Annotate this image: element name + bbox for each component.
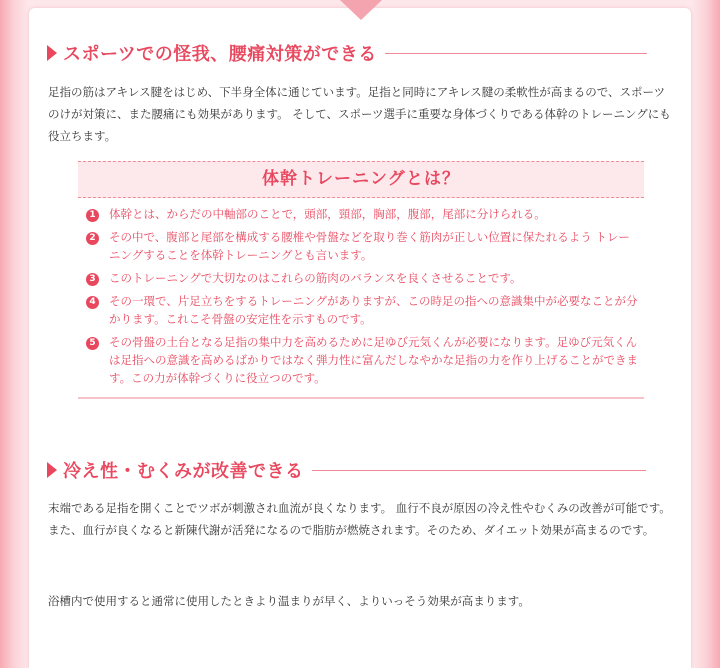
number-badge-icon: 2 [86, 232, 99, 245]
list-item [86, 269, 642, 287]
section-heading-sports [47, 39, 647, 67]
section-title: スポーツでの怪我、腰痛対策ができる [63, 44, 377, 65]
top-notch-pointer [340, 0, 382, 20]
list-item [86, 228, 642, 264]
section-paragraph: 足指の筋はアキレス腱をはじめ、下半身全体に通じています。足指と同時にアキレス腱の柔軟性が高まるので、スポーツのけが対策に、また腰痛にも効果があります。 そして、スポーツ選手に重要な身体づくりである体幹のトレーニングにも役立ちます。 [48, 85, 671, 143]
point-text: その骨盤の土台となる足指の集中力を高めるために足ゆび元気くんが必要になります。足ゆび元気くんは足指への意識を高めるばかりではなく弾力性に富んだしなやかな足指の力を作り上げることができます。この力が体幹づくりに役立つのです。 [109, 335, 638, 385]
list-item [86, 333, 642, 387]
box-title: 体幹トレーニングとは？ [78, 161, 644, 198]
heading-rule [312, 470, 646, 471]
point-text: その中で、腹部と尾部を構成する腰椎や骨盤などを取り巻く筋肉が正しい位置に保たれるよう トレーニングすることを体幹トレーニングとも言います。 [109, 230, 630, 262]
core-training-box [78, 161, 644, 399]
section-paragraph: 浴槽内で使用すると通常に使用したときより温まりが早く、よりいっそう効果が高まります。 [48, 594, 530, 608]
number-badge-icon: 1 [86, 209, 99, 222]
point-text: このトレーニングで大切なのはこれらの筋肉のバランスを良くさせることです。 [109, 271, 522, 285]
section-title: 冷え性・むくみが改善できる [63, 461, 304, 482]
arrow-right-icon [47, 462, 57, 478]
point-text: 体幹とは、からだの中軸部のことで，頭部，頸部，胸部，腹部，尾部に分けられる。 [109, 207, 546, 221]
list-item [86, 292, 642, 328]
list-item [86, 205, 642, 223]
point-list [86, 205, 642, 392]
section-heading-circulation [47, 456, 646, 484]
number-badge-icon: 3 [86, 273, 99, 286]
heading-rule [385, 53, 647, 54]
section-paragraph: 末端である足指を開くことでツボが刺激され血流が良くなります。 血行不良が原因の冷え性やむくみの改善が可能です。 また、血行が良くなると新陳代謝が活発になるので脂肪が燃焼されます。そのため、ダイエット効果が高まるのです。 [48, 501, 671, 537]
number-badge-icon: 5 [86, 337, 99, 350]
arrow-right-icon [47, 45, 57, 61]
point-text: その一環で、片足立ちをするトレーニングがありますが、この時足の指への意識集中が必要なことが分かります。これこそ骨盤の安定性を示すものです。 [109, 294, 638, 326]
number-badge-icon: 4 [86, 296, 99, 309]
box-bottom-rule [78, 397, 644, 399]
